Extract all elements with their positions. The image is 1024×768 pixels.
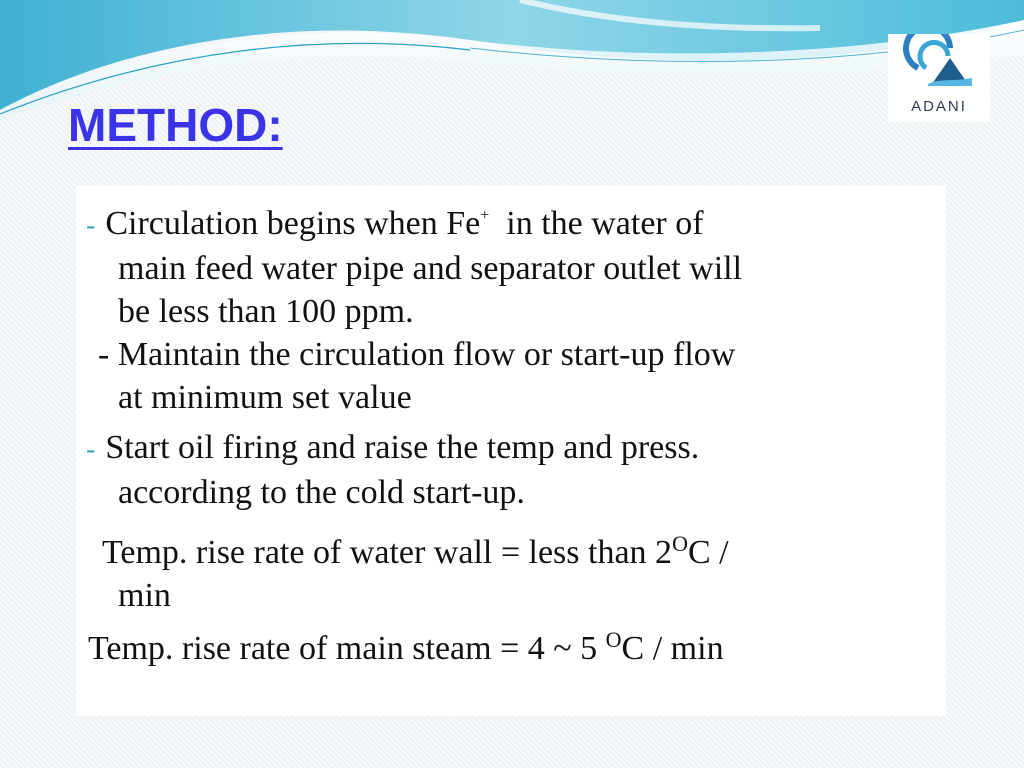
bullet-1-line-3: be less than 100 ppm. xyxy=(118,293,414,330)
bullet-3-line-1: Start oil firing and raise the temp and press. xyxy=(105,429,700,466)
bullet-2-line-1: - Maintain the circulation flow or start-up flow xyxy=(98,336,736,373)
logo-text: ADANI xyxy=(911,98,967,115)
bullet-dash: - xyxy=(86,210,96,241)
company-logo xyxy=(888,34,990,122)
bullet-1-line-1: Circulation begins when Fe+ in the water of xyxy=(105,205,704,242)
bullet-2-line-2: at minimum set value xyxy=(118,379,412,416)
slide-title: METHOD: xyxy=(68,99,283,151)
bullet-dash: - xyxy=(86,434,96,465)
bullet-4-line-2: min xyxy=(118,577,171,614)
bullet-1-line-2: main feed water pipe and separator outlet will xyxy=(118,250,743,287)
bullet-4 xyxy=(102,522,729,617)
adani-logo-icon xyxy=(888,34,990,98)
bullet-3-line-2: according to the cold start-up. xyxy=(118,474,525,511)
bullet-1 xyxy=(86,194,742,333)
bullet-3 xyxy=(86,426,699,514)
bullet-2 xyxy=(98,333,735,419)
bullet-5: Temp. rise rate of main steam = 4 ~ 5 $^O$C / min xyxy=(88,627,724,667)
bullet-4-line-1: Temp. rise rate of water wall = less than $2^OC$ / xyxy=(102,531,729,571)
